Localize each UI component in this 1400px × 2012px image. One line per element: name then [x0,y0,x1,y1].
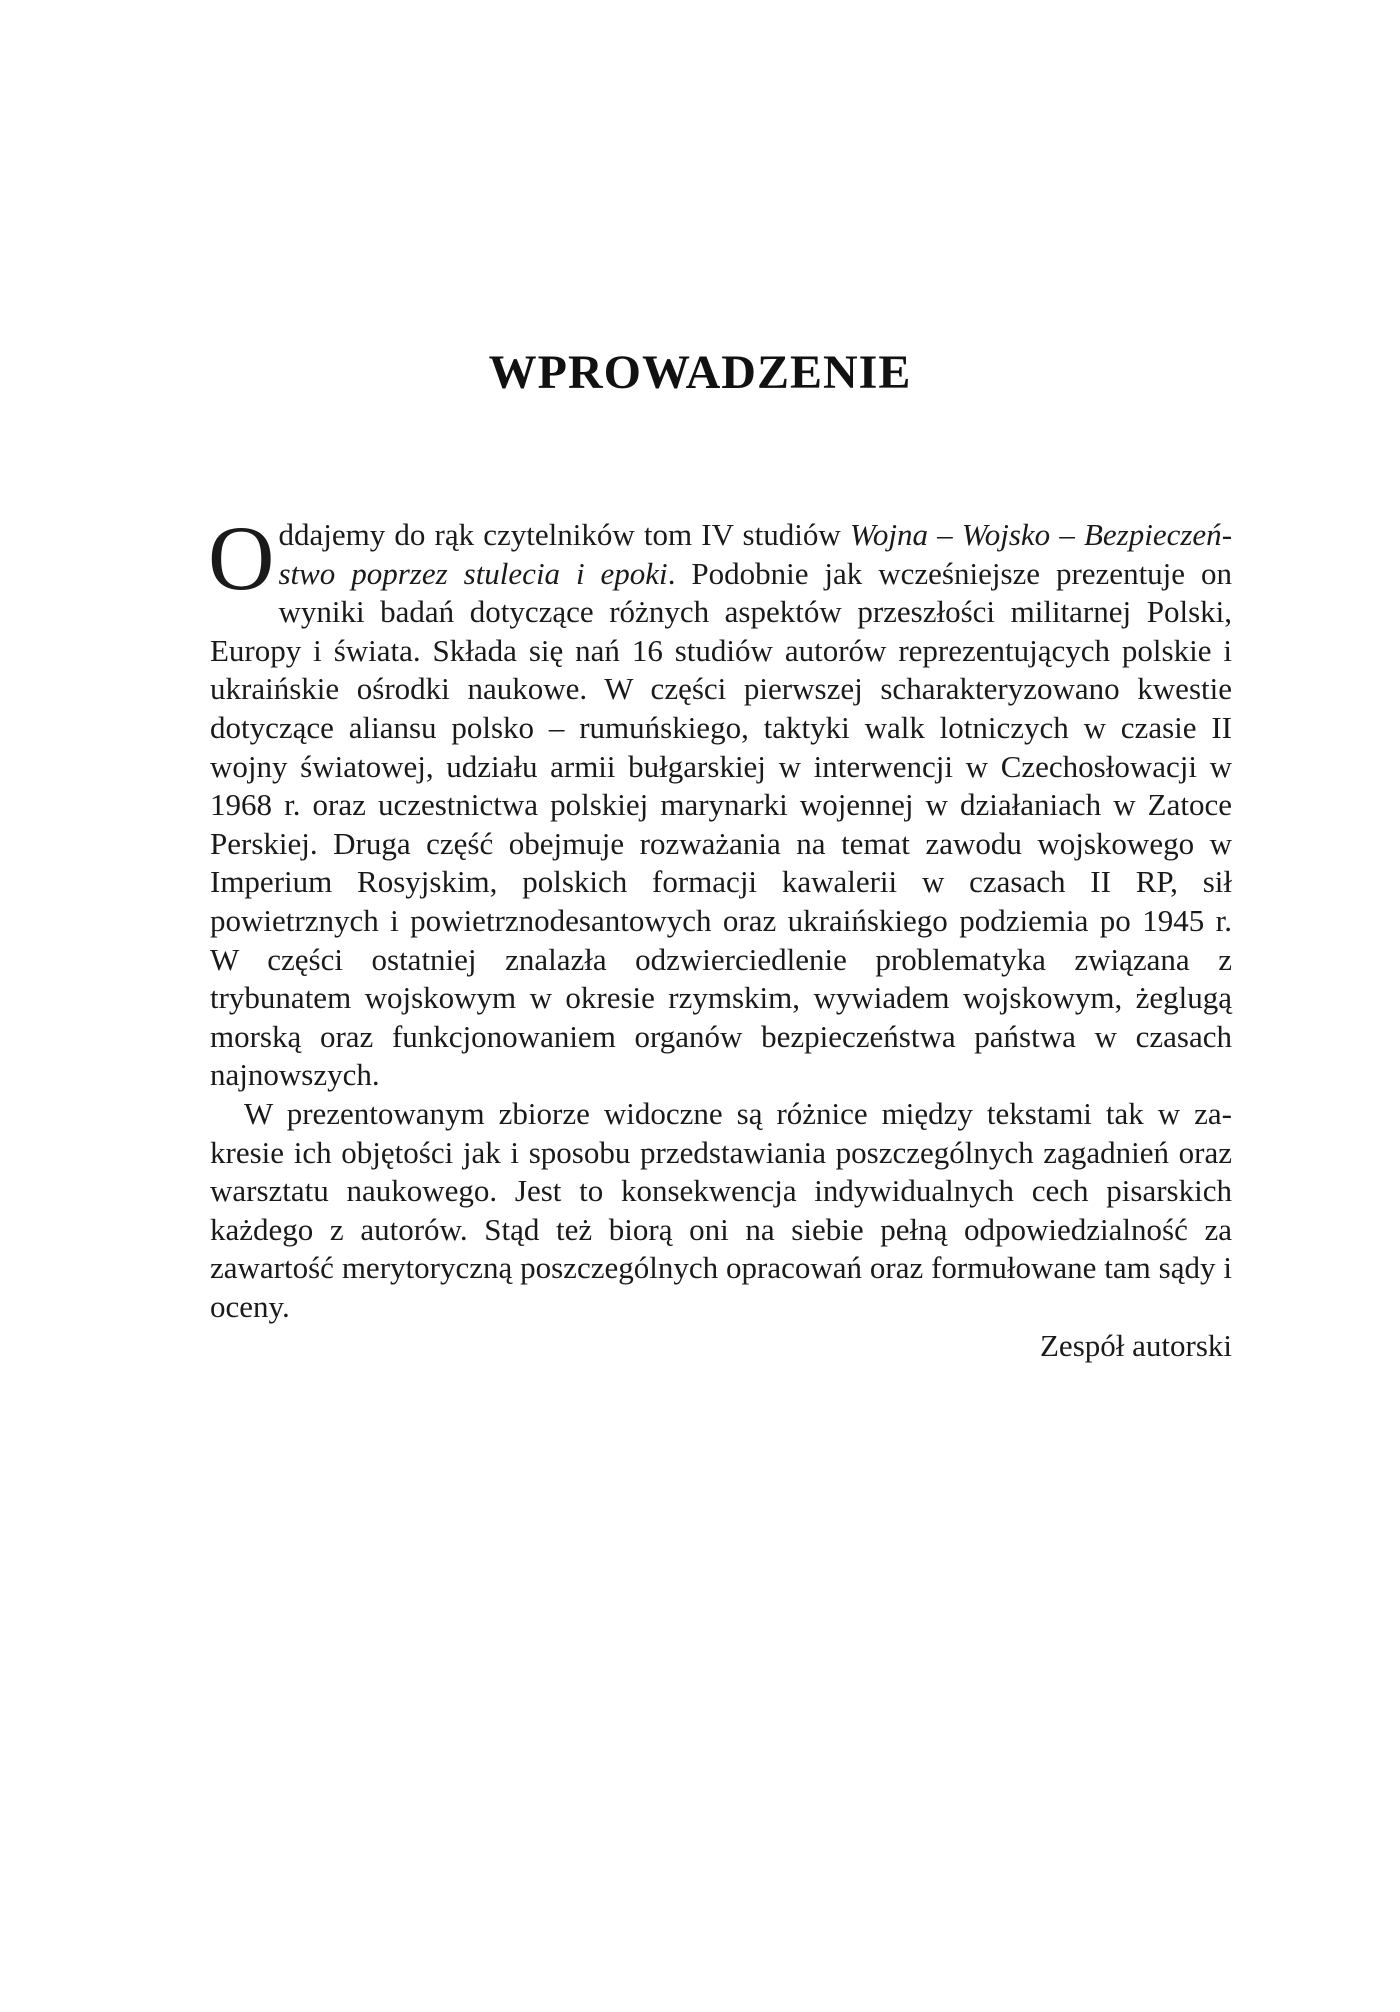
series-title: Wojna – Wojsko – Bezpieczeństwo poprzez stulecia i epoki [278,517,1233,591]
paragraph-2: W prezentowanym zbiorze widoczne są różnice między tekstami tak w zakresie ich objętości jak i sposobu przedstawiania poszczególnych zagadnień oraz warsztatu naukowego. Jest to konsekwencja indywidualnych cech pisarskich każdego z autorów. Stąd też biorą oni na siebie pełną odpowiedzialność za zawartość merytoryczną poszczególnych opracowań oraz formułowane tam sądy i oceny. [210,1095,1232,1324]
drop-cap: O [208,507,275,609]
page-title: WPROWADZENIE [488,346,912,399]
body-text [208,507,1233,1326]
paragraph-1-rest: . Podobnie jak wcześniejsze prezentuje on wyniki badań dotyczące różnych aspektów przeszłości militarnej Polski, Europy i świata. Składa się nań 16 studiów autorów reprezentujących polskie i ukraińskie ośrodki naukowe. W części pierwszej scharakteryzowano kwestie dotyczące aliansu polsko – rumuńskiego, taktyki walk lotniczych w czasie II wojny światowej, udziału armii bułgarskiej w interwencji w Czechosłowacji w 1968 r. oraz uczestnictwa polskiej marynarki wojennej w działaniach w Zatoce Perskiej. Druga część obejmuje rozważania na temat zawodu wojskowego w Imperium Rosyjskim, polskich formacji kawalerii w czasach II RP, sił powietrznych i powietrznodesantowych oraz ukraińskiego podziemia po 1945 r. W części ostatniej znalazła odzwierciedlenie problematyka związana z trybunatem wojskowym w okresie rzymskim, wywiadem wojskowym, żeglugą morską oraz funkcjonowaniem organów bezpieczeństwa państwa w czasach najnowszych. [210,555,1232,1093]
paragraph-1-intro: ddajemy do rąk czytelników tom IV studiów [278,517,850,552]
signature: Zespół autorski [1040,1328,1232,1363]
paragraph-1 [208,507,1233,1095]
